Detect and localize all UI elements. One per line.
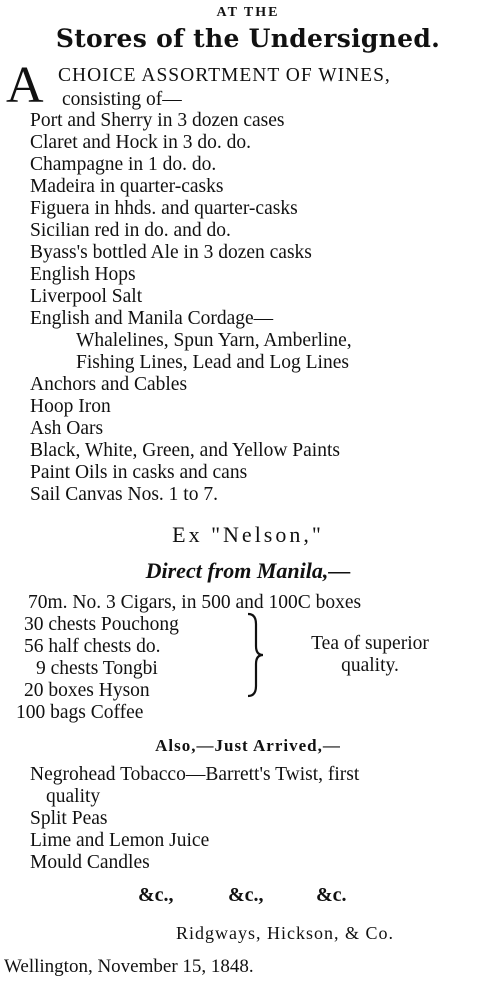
goods-item: Sail Canvas Nos. 1 to 7.: [30, 484, 218, 505]
header-at-the: AT THE: [216, 5, 280, 20]
place-date: Wellington, November 15, 1848.: [4, 956, 254, 977]
goods-item: Black, White, Green, and Yellow Paints: [30, 440, 340, 461]
goods-item: Champagne in 1 do. do.: [30, 154, 217, 175]
tea-item: 30 chests Pouchong: [24, 614, 179, 635]
intro-line-1: CHOICE ASSORTMENT OF WINES,: [58, 65, 391, 86]
ship-direct-line: Direct from Manila,—: [145, 558, 351, 583]
tea-item: 56 half chests do.: [24, 636, 161, 657]
goods-item: Whalelines, Spun Yarn, Amberline,: [76, 330, 352, 351]
also-item: quality: [46, 786, 101, 807]
tea-note-line-1: Tea of superior: [311, 633, 429, 654]
etc-mark: &c.: [316, 884, 347, 906]
etc-mark: &c.,: [228, 884, 264, 906]
ship-ex-line: Ex "Nelson,": [172, 522, 324, 547]
goods-item: Port and Sherry in 3 dozen cases: [30, 110, 285, 131]
goods-item: English and Manila Cordage—: [30, 308, 274, 329]
firm-signature: Ridgways, Hickson, & Co.: [176, 923, 395, 943]
goods-item: Anchors and Cables: [30, 374, 188, 395]
intro-line-2: consisting of—: [62, 89, 182, 110]
also-item: Negrohead Tobacco—Barrett's Twist, first: [30, 764, 360, 785]
page-title: Stores of the Undersigned.: [55, 24, 441, 53]
goods-item: Figuera in hhds. and quarter-casks: [30, 198, 298, 219]
coffee-line: 100 bags Coffee: [16, 702, 144, 723]
also-item: Split Peas: [30, 808, 108, 829]
also-item: Lime and Lemon Juice: [30, 830, 210, 851]
drop-cap: A: [6, 57, 44, 114]
also-heading: Also,—Just Arrived,—: [155, 736, 341, 755]
goods-item: Byass's bottled Ale in 3 dozen casks: [30, 242, 312, 263]
tea-item: 9 chests Tongbi: [36, 658, 158, 679]
etc-mark: &c.,: [138, 884, 174, 906]
goods-item: Fishing Lines, Lead and Log Lines: [76, 352, 349, 373]
goods-item: Ash Oars: [30, 418, 104, 439]
tea-item: 20 boxes Hyson: [24, 680, 150, 701]
goods-item: Sicilian red in do. and do.: [30, 220, 231, 241]
goods-item: Liverpool Salt: [30, 286, 143, 307]
also-item: Mould Candles: [30, 852, 150, 873]
goods-item: English Hops: [30, 264, 136, 285]
goods-item: Hoop Iron: [30, 396, 111, 417]
cigars-line: 70m. No. 3 Cigars, in 500 and 100C boxes: [28, 592, 362, 613]
goods-item: Madeira in quarter-casks: [30, 176, 224, 197]
goods-item: Paint Oils in casks and cans: [30, 462, 248, 483]
tea-note-line-2: quality.: [341, 655, 399, 676]
curly-brace-icon: [244, 612, 264, 698]
goods-item: Claret and Hock in 3 do. do.: [30, 132, 251, 153]
